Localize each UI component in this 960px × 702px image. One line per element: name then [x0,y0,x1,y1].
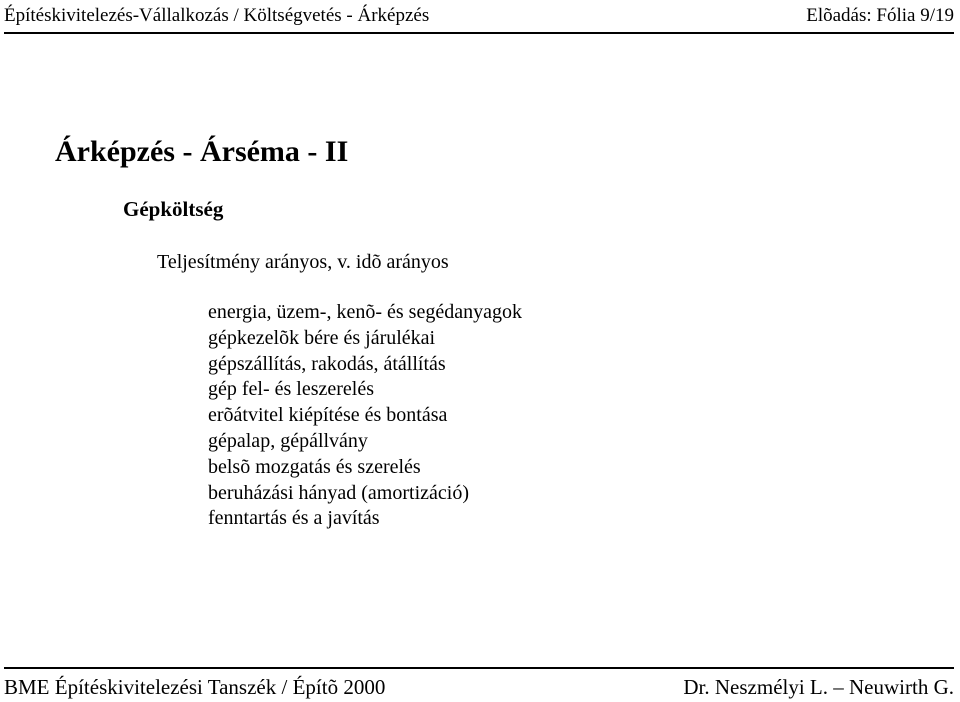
cost-items-list [208,300,522,532]
list-item: fenntartás és a javítás [208,507,380,530]
authors: Dr. Neszmélyi L. – Neuwirth G. [683,675,954,699]
list-item: gépkezelõk bére és járulékai [208,326,436,349]
slide-number: Elõadás: Fólia 9/19 [806,5,954,26]
list-item: erõátvitel kiépítése és bontása [208,404,448,427]
department-name: BME Építéskivitelezési Tanszék / Építõ 2000 [4,675,386,699]
list-item: energia, üzem-, kenõ- és segédanyagok [208,301,522,323]
list-item: belsõ mozgatás és szerelés [208,455,421,478]
list-item: beruházási hányad (amortizáció) [208,481,469,504]
header-divider [4,32,954,34]
page-footer [4,674,954,700]
footer-divider [4,667,954,669]
cost-basis-line: Teljesítmény arányos, v. idõ arányos [157,251,449,273]
list-item: gépalap, gépállvány [208,429,368,452]
slide-title: Árképzés - Árséma - II [55,135,349,168]
page-header [4,4,954,30]
slide-subtitle: Gépköltség [123,197,224,221]
list-item: gépszállítás, rakodás, átállítás [208,352,446,375]
list-item: gép fel- és leszerelés [208,378,375,401]
course-title: Építéskivitelezés-Vállalkozás / Költségvetés - Árképzés [4,5,430,26]
